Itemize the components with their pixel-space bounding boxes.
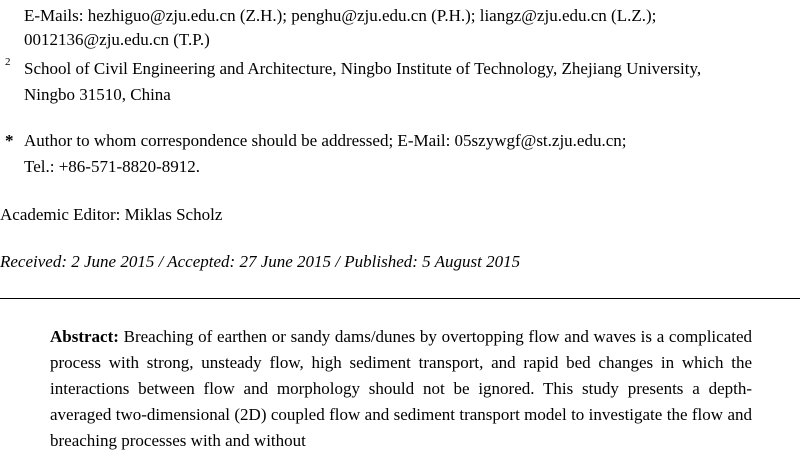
academic-editor: Academic Editor: Miklas Scholz [0, 205, 223, 224]
affiliation-emails-line1: E-Mails: hezhiguo@zju.edu.cn (Z.H.); penghu@zju.edu.cn (P.H.); liangz@zju.edu.cn (L.Z.); [24, 6, 657, 25]
correspondence-line1: Author to whom correspondence should be addressed; E-Mail: 05szywgf@st.zju.edu.cn; [24, 131, 627, 150]
section-divider [0, 298, 800, 299]
abstract [50, 324, 752, 454]
abstract-label: Abstract: [50, 327, 119, 346]
correspondence-line2: Tel.: +86-571-8820-8912. [24, 157, 201, 176]
abstract-text: Breaching of earthen or sandy dams/dunes by overtopping flow and waves is a complicated process with strong, unsteady flow, high sediment transport, and rapid bed changes in which the interactions between flow and morphology should not be ignored. This study presents a depth-averaged two-dimensional (2D) coupled flow and sediment transport model to investigate the flow and breaching processes with and without [50, 327, 753, 450]
correspondence-marker: * [5, 131, 14, 150]
affiliation-2-line1: School of Civil Engineering and Architecture, Ningbo Institute of Technology, Zhejiang University, [24, 59, 702, 78]
affiliation-2-line2: Ningbo 31510, China [24, 85, 171, 104]
affiliation-2-marker: 2 [5, 56, 11, 68]
publication-dates: Received: 2 June 2015 / Accepted: 27 June 2015 / Published: 5 August 2015 [0, 252, 521, 271]
affiliation-emails-line2: 0012136@zju.edu.cn (T.P.) [24, 30, 210, 49]
